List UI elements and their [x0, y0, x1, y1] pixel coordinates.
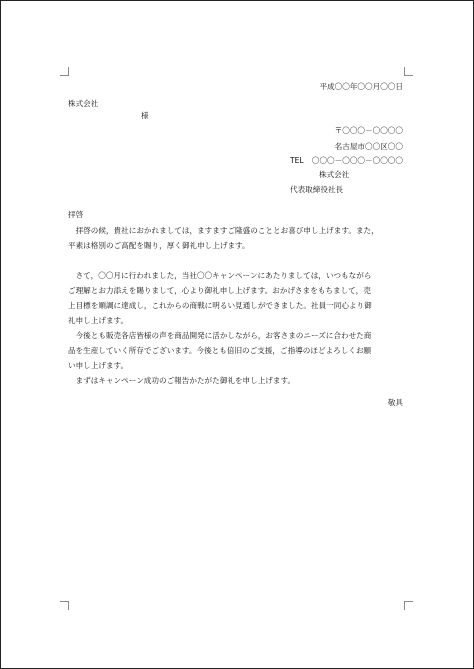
closing-salutation: 敬具 [387, 398, 403, 407]
body-line: ご理解とお力添えを賜りまして，心より御礼申し上げます。おかげさまをもちまして，売 [68, 286, 371, 295]
crop-mark-bottom-left [60, 601, 69, 610]
opening-salutation: 拝啓 [68, 210, 84, 219]
addressee-company: 株式会社 [68, 99, 99, 108]
body-line: 上目標を順調に達成し，これからの商戦に明るい見通しができました。社員一同心より御 [68, 301, 372, 310]
body-line: まずはキャンペーン成功のご報告かたがた御礼を申し上げます。 [68, 376, 296, 385]
body-line: 今後とも販売各店皆様の声を商品開発に活かしながら，お客さまのニーズに合わせた商 [68, 331, 372, 340]
crop-mark-top-right [404, 67, 413, 76]
body-line: 礼申し上げます。 [68, 316, 129, 325]
sender-company: 株式会社 [319, 170, 350, 179]
crop-mark-top-left [60, 67, 69, 76]
sender-tel: 〇〇〇－〇〇〇－〇〇〇〇 [311, 156, 403, 165]
body-line: 品を生産していく所存でございます。今後とも倍旧のご支援，ご指導のほどよろしくお願 [68, 346, 372, 355]
letter-date: 平成〇〇年〇〇月〇〇日 [319, 82, 403, 91]
addressee-honorific: 様 [141, 111, 149, 120]
body-line: 平素は格別のご高配を賜り，厚く御礼申し上げます。 [68, 241, 250, 250]
crop-mark-bottom-right [404, 601, 413, 610]
sender-zip: 〒〇〇〇－〇〇〇〇 [334, 126, 403, 135]
sender-representative: 代表取締役社長 [290, 185, 344, 194]
sender-tel-label: TEL [290, 156, 304, 165]
sender-city: 名古屋市〇〇区〇〇 [334, 142, 403, 151]
body-line: さて，〇〇月に行われました，当社〇〇キャンペーンにあたりましては，いつもながら [68, 271, 372, 280]
body-line: 拝啓の候，貴社におかれましては，ますますご隆盛のこととお喜び申し上げます。また， [68, 226, 379, 235]
body-line: い申し上げます。 [68, 361, 129, 370]
